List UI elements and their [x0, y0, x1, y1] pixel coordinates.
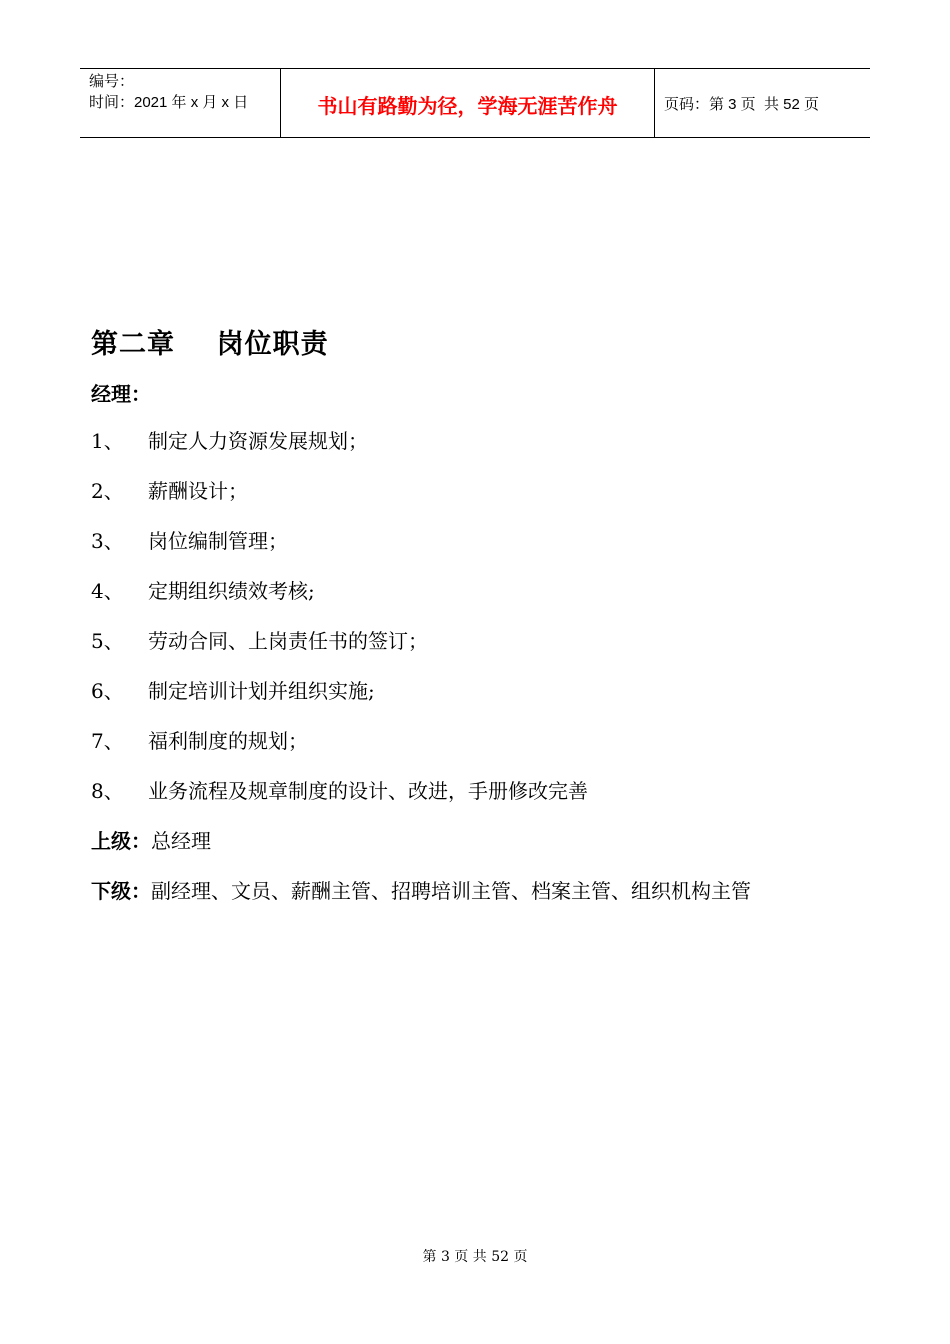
chapter-title: 第二章 岗位职责	[91, 329, 329, 360]
duty-number: 1、	[91, 429, 124, 453]
header-motto: 书山有路勤为径，学海无涯苦作舟	[317, 93, 618, 118]
duty-item	[91, 527, 288, 555]
document-number-label: 编号：	[89, 73, 135, 90]
duty-number: 5、	[91, 629, 124, 653]
duty-item	[91, 427, 368, 455]
role-title: 经理：	[91, 382, 151, 406]
header-page-cell	[655, 69, 870, 137]
page-footer: 第 3 页 共 52 页	[422, 1249, 528, 1265]
duty-text: 福利制度的规划；	[148, 729, 308, 753]
duty-number: 6、	[91, 679, 124, 703]
duty-text: 薪酬设计；	[148, 479, 248, 503]
header-motto-cell	[281, 69, 655, 137]
duty-item	[91, 477, 248, 505]
subordinate-label: 下级：	[91, 879, 151, 903]
duty-text: 制定培训计划并组织实施;	[148, 679, 375, 703]
duty-item	[91, 577, 315, 605]
superior-label: 上级：	[91, 829, 151, 853]
superior-line	[91, 827, 211, 855]
duty-item	[91, 777, 588, 805]
duty-number: 4、	[91, 579, 124, 603]
duty-text: 制定人力资源发展规划；	[148, 429, 368, 453]
duty-number: 7、	[91, 729, 124, 753]
header-meta-cell	[80, 69, 281, 137]
duty-item	[91, 627, 428, 655]
document-time-label: 时间：2021 年 x 月 x 日	[89, 94, 249, 111]
header-page-info: 页码：第 3 页 共 52 页	[664, 95, 820, 113]
duty-text: 岗位编制管理；	[148, 529, 288, 553]
duty-number: 8、	[91, 779, 124, 803]
duty-text: 业务流程及规章制度的设计、改进，手册修改完善	[148, 779, 588, 803]
subordinate-line	[91, 877, 751, 905]
duty-number: 3、	[91, 529, 124, 553]
subordinate-value: 副经理、文员、薪酬主管、招聘培训主管、档案主管、组织机构主管	[151, 879, 751, 903]
duty-item	[91, 677, 375, 705]
duty-text: 劳动合同、上岗责任书的签订；	[148, 629, 428, 653]
duty-text: 定期组织绩效考核;	[148, 579, 315, 603]
page-header	[80, 68, 870, 138]
duty-number: 2、	[91, 479, 124, 503]
superior-value: 总经理	[151, 829, 211, 853]
duty-item	[91, 727, 308, 755]
